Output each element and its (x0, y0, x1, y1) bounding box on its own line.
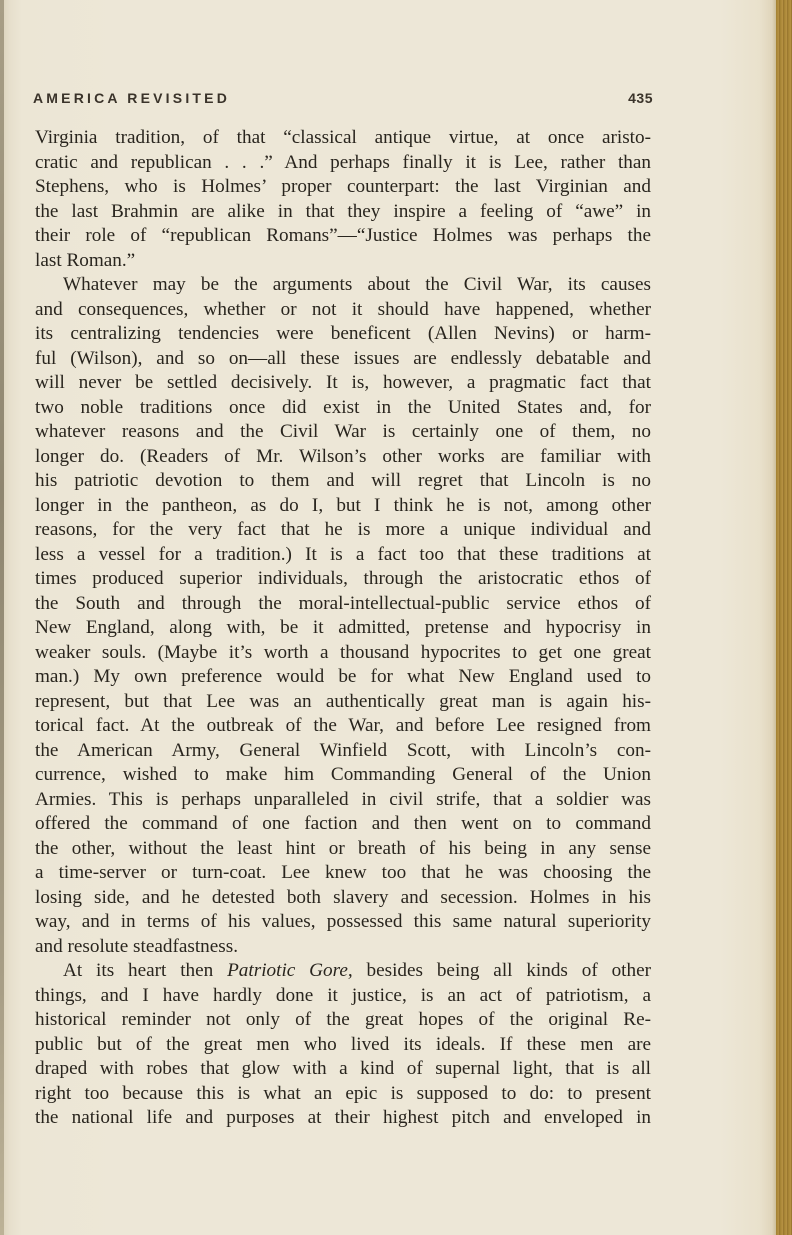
text-line: At its heart then Patriotic Gore, besides being all kinds of other (63, 960, 651, 981)
text-line: right too because this is what an epic is supposed to do: to present (35, 1082, 651, 1104)
text-line: the American Army, General Winfield Scott, with Lincoln’s con- (35, 739, 651, 761)
text-line: reasons, for the very fact that he is more a unique individual and (35, 519, 651, 540)
text-line: Armies. This is perhaps unparalleled in civil strife, that a soldier was (35, 788, 651, 810)
text-line: offered the command of one faction and then went on to command (35, 813, 651, 834)
body-text (35, 126, 651, 1131)
paragraph (35, 959, 651, 1131)
text-line: whatever reasons and the Civil War is certainly one of them, no (35, 421, 651, 442)
text-line: their role of “republican Romans”—“Justice Holmes was perhaps the (35, 225, 651, 246)
text-line: New England, along with, be it admitted, pretense and hypocrisy in (35, 617, 651, 638)
text-line: longer do. (Readers of Mr. Wilson’s other works are familiar with (35, 445, 651, 467)
page-number: 435 (628, 90, 653, 106)
text-line: losing side, and he detested both slavery and secession. Holmes in his (35, 886, 651, 908)
text-line: historical reminder not only of the great hopes of the original Re- (35, 1009, 651, 1030)
book-title: Patriotic Gore, (227, 960, 353, 981)
text-line: Whatever may be the arguments about the Civil War, its causes (63, 274, 651, 295)
text-line: public but of the great men who lived its ideals. If these men are (35, 1033, 651, 1055)
text-line: cratic and republican . . .” And perhaps finally it is Lee, rather than (35, 151, 651, 173)
text-line: and resolute steadfastness. (35, 935, 239, 957)
text-line: the last Brahmin are alike in that they inspire a feeling of “awe” in (35, 200, 651, 222)
text-line: draped with robes that glow with a kind of supernal light, that is all (35, 1058, 651, 1079)
text-line: last Roman.” (35, 249, 136, 271)
text-line: will never be settled decisively. It is, however, a pragmatic fact that (35, 372, 651, 393)
text-line: represent, but that Lee was an authentically great man is again his- (35, 690, 651, 712)
text-line: Virginia tradition, of that “classical antique virtue, at once aristo- (35, 127, 651, 148)
text-line: the national life and purposes at their highest pitch and enveloped in (35, 1107, 651, 1128)
text-line: man.) My own preference would be for what New England used to (35, 666, 651, 687)
text-line: ful (Wilson), and so on—all these issues are endlessly debatable and (35, 347, 651, 369)
text-line: things, and I have hardly done it justice, is an act of patriotism, a (35, 984, 651, 1006)
text-line: his patriotic devotion to them and will regret that Lincoln is no (35, 470, 651, 491)
text-line: two noble traditions once did exist in the United States and, for (35, 396, 651, 418)
text-line: torical fact. At the outbreak of the War, and before Lee resigned from (35, 715, 651, 736)
book-spine-edge (776, 0, 792, 1235)
text-line: weaker souls. (Maybe it’s worth a thousand hypocrites to get one great (35, 641, 651, 663)
text-line: currence, wished to make him Commanding General of the Union (35, 764, 651, 785)
paragraph (35, 273, 651, 959)
text-line: the other, without the least hint or breath of his being in any sense (35, 837, 651, 859)
text-line: way, and in terms of his values, possessed this same natural superiority (35, 911, 651, 932)
paragraph (35, 126, 651, 273)
text-line: less a vessel for a tradition.) It is a fact too that these traditions at (35, 543, 651, 565)
page-header (33, 90, 653, 106)
text-line: and consequences, whether or not it should have happened, whether (35, 298, 651, 320)
text-line: times produced superior individuals, through the aristocratic ethos of (35, 568, 651, 589)
text-line: a time-server or turn-coat. Lee knew too that he was choosing the (35, 862, 651, 883)
text-line: its centralizing tendencies were beneficent (Allen Nevins) or harm- (35, 323, 651, 344)
page-gutter-shadow (0, 0, 4, 1235)
running-head: AMERICA REVISITED (33, 90, 231, 106)
text-line: Stephens, who is Holmes’ proper counterpart: the last Virginian and (35, 176, 651, 197)
text-line: the South and through the moral-intellectual-public service ethos of (35, 592, 651, 614)
text-line: longer in the pantheon, as do I, but I think he is not, among other (35, 494, 651, 516)
